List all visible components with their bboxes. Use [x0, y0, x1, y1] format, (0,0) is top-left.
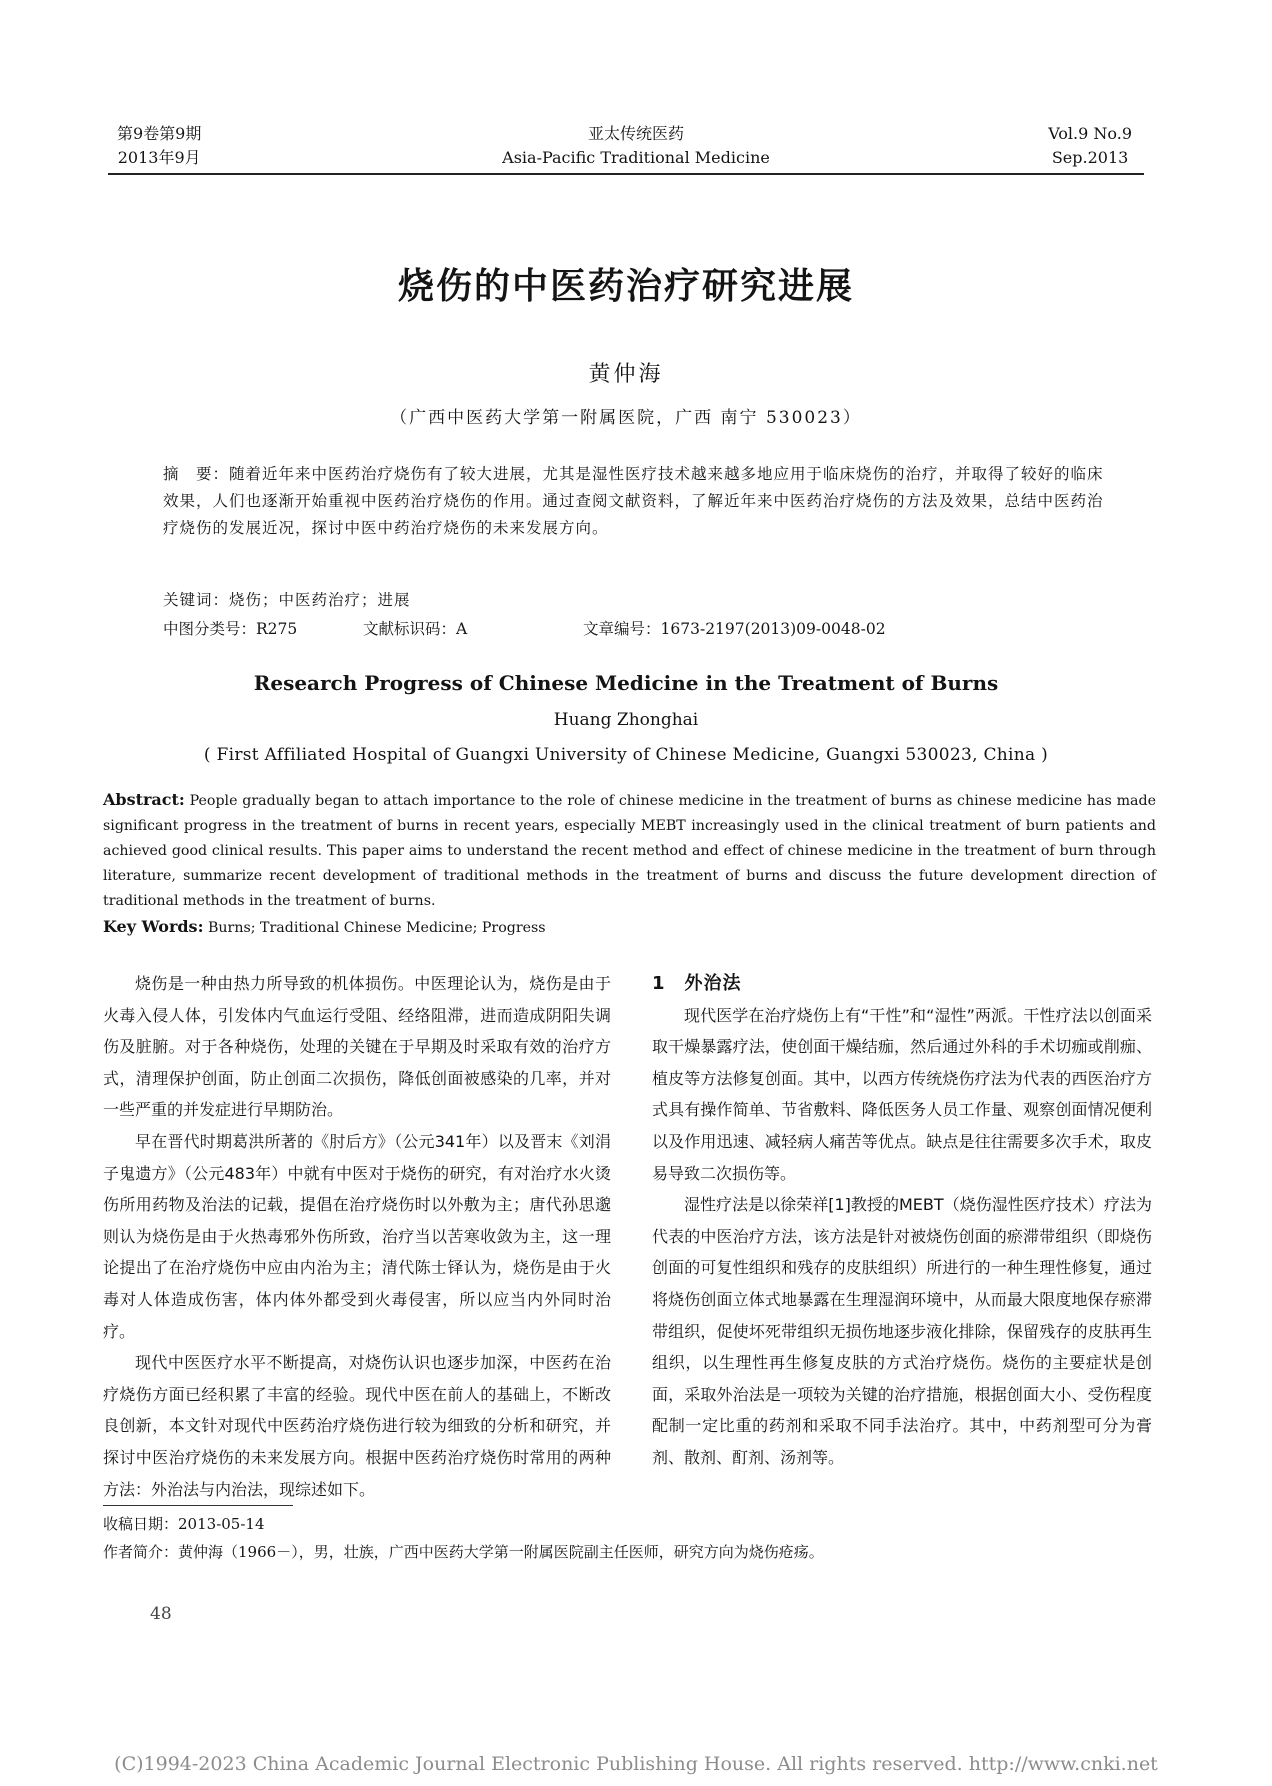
- header-issue-block: [1048, 122, 1132, 170]
- abstract-en: [103, 787, 1156, 914]
- header-date-cn: 2013年9月: [117, 148, 201, 167]
- paper-title-cn: 烧伤的中医药治疗研究进展: [397, 266, 854, 307]
- header-journal-block: [380, 122, 892, 170]
- author-info-label: 作者简介：: [103, 1543, 179, 1561]
- abstract-en-label: Abstract:: [103, 790, 185, 809]
- article-number-value: 1673-2197(2013)09-0048-02: [660, 620, 886, 638]
- body-right-column: [652, 968, 1152, 1474]
- footnote-author: [103, 1540, 824, 1564]
- abstract-cn-label: 摘 要：: [163, 465, 230, 483]
- article-number-label: 文章编号：: [583, 620, 661, 638]
- header-volume-cn: 第9卷第9期: [117, 124, 202, 143]
- footnote-received: [103, 1512, 265, 1536]
- body-paragraph: 现代中医医疗水平不断提高，对烧伤认识也逐步加深，中医药在治疗烧伤方面已经积累了丰富的经验。现代中医在前人的基础上，不断改良创新，本文针对现代中医药治疗烧伤进行较为细致的分析和研究，并探讨中医治疗烧伤的未来发展方向。根据中医药治疗烧伤时常用的两种方法：外治法与内治法，现综述如下。: [103, 1353, 611, 1499]
- header-journal-en: Asia-Pacific Traditional Medicine: [502, 148, 770, 167]
- keywords-en: [103, 914, 546, 941]
- section-heading: 1 外治法: [652, 973, 742, 994]
- author-en: Huang Zhonghai: [553, 710, 699, 730]
- abstract-en-text: People gradually began to attach importance to the role of chinese medicine in the treatment of burns as chinese medicine has made significant progress in the treatment of burns in recent years, especially MEBT increasingly used in the clinical treatment of burn patients and achieved good clinical results. This paper aims to understand the recent method and effect of chinese medicine in the treatment of burn through literature, summarize recent development of traditional methods in the treatment of burns and discuss the future development direction of traditional methods in the treatment of burns.: [103, 793, 1156, 909]
- body-paragraph: 烧伤是一种由热力所导致的机体损伤。中医理论认为，烧伤是由于火毒入侵人体，引发体内气血运行受阻、经络阻滞，进而造成阴阳失调伤及脏腑。对于各种烧伤，处理的关键在于早期及时采取有效的治疗方式，清理保护创面，防止创面二次损伤，降低创面被感染的几率，并对一些严重的并发症进行早期防治。: [103, 974, 611, 1120]
- page-number: 48: [150, 1604, 172, 1624]
- clc-value: R275: [256, 620, 298, 638]
- body-paragraph: 早在晋代时期葛洪所著的《肘后方》（公元341年）以及晋末《刘涓子鬼遗方》（公元483年）中就有中医对于烧伤的研究，有对治疗水火烫伤所用药物及治法的记载，提倡在治疗烧伤时以外敷为主；唐代孙思邈则认为烧伤是由于火热毒邪外伤所致，治疗当以苦寒收敛为主，这一理论提出了在治疗烧伤中应由内治为主；清代陈士铎认为，烧伤是由于火毒对人体造成伤害，体内体外都受到火毒侵害，所以应当内外同时治疗。: [103, 1131, 611, 1341]
- affiliation-cn: （广西中医药大学第一附属医院，广西 南宁 530023）: [390, 408, 862, 428]
- abstract-cn: [163, 461, 1109, 542]
- affiliation-en: ( First Affiliated Hospital of Guangxi University of Chinese Medicine, Guangxi 530023, China ): [203, 745, 1049, 765]
- header-date-en: Sep.2013: [1051, 148, 1129, 167]
- abstract-cn-text: 随着近年来中医药治疗烧伤有了较大进展，尤其是湿性医疗技术越来越多地应用于临床烧伤的治疗，并取得了较好的临床效果，人们也逐渐开始重视中医药治疗烧伤的作用。通过查阅文献资料，了解近年来中医药治疗烧伤的方法及效果，总结中医药治疗烧伤的发展近况，探讨中医中药治疗烧伤的未来发展方向。: [163, 465, 1104, 537]
- header-divider: [108, 173, 1144, 175]
- received-label: 收稿日期：: [103, 1515, 179, 1533]
- clc-label: 中图分类号：: [163, 620, 257, 638]
- doc-code-value: A: [456, 620, 468, 638]
- header-volume-block: [117, 122, 201, 170]
- paper-title-en: Research Progress of Chinese Medicine in the Treatment of Burns: [253, 671, 999, 695]
- header-volume-en: Vol.9 No.9: [1048, 124, 1132, 143]
- keywords-en-label: Key Words:: [103, 917, 204, 936]
- keywords-cn-text: 烧伤；中医药治疗；进展: [229, 591, 411, 609]
- footnote-divider: [103, 1505, 293, 1506]
- clc-field: [163, 616, 297, 643]
- keywords-cn: [163, 587, 411, 614]
- keywords-cn-label: 关键词：: [163, 591, 230, 609]
- body-paragraph: 湿性疗法是以徐荣祥[1]教授的MEBT（烧伤湿性医疗技术）疗法为代表的中医治疗方法，该方法是针对被烧伤创面的瘀滞带组织（即烧伤创面的可复性组织和残存的皮肤组织）所进行的一种生理性修复，通过将烧伤创面立体式地暴露在生理湿润环境中，从而最大限度地保存瘀滞带组织，促使坏死带组织无损伤地逐步液化排除，保留残存的皮肤再生组织，以生理性再生修复皮肤的方式治疗烧伤。烧伤的主要症状是创面，采取外治法是一项较为关键的治疗措施，根据创面大小、受伤程度配制一定比重的药剂和采取不同手法治疗。其中，中药剂型可分为膏剂、散剂、酊剂、汤剂等。: [652, 1195, 1152, 1467]
- article-number-field: [583, 616, 886, 643]
- doc-code-field: [363, 616, 467, 643]
- body-paragraph: 现代医学在治疗烧伤上有“干性”和“湿性”两派。干性疗法以创面采取干燥暴露疗法，使创面干燥结痂，然后通过外科的手术切痂或削痂、植皮等方法修复创面。其中，以西方传统烧伤疗法为代表的西医治疗方式具有操作简单、节省敷料、降低医务人员工作量、观察创面情况便利以及作用迅速、减轻病人痛苦等优点。缺点是往往需要多次手术，取皮易导致二次损伤等。: [652, 1005, 1152, 1183]
- received-date: 2013-05-14: [178, 1515, 265, 1533]
- copyright-notice: (C)1994-2023 China Academic Journal Electronic Publishing House. All rights reserved. http://www.cnki.net: [114, 1753, 1158, 1775]
- header-journal-cn: 亚太传统医药: [587, 124, 684, 143]
- author-cn: 黄仲海: [588, 362, 664, 387]
- body-left-column: [103, 968, 611, 1505]
- keywords-en-text: Burns; Traditional Chinese Medicine; Progress: [203, 920, 546, 936]
- doc-code-label: 文献标识码：: [363, 620, 457, 638]
- author-info-text: 黄仲海（1966－），男，壮族，广西中医药大学第一附属医院副主任医师，研究方向为烧伤疮疡。: [178, 1543, 824, 1561]
